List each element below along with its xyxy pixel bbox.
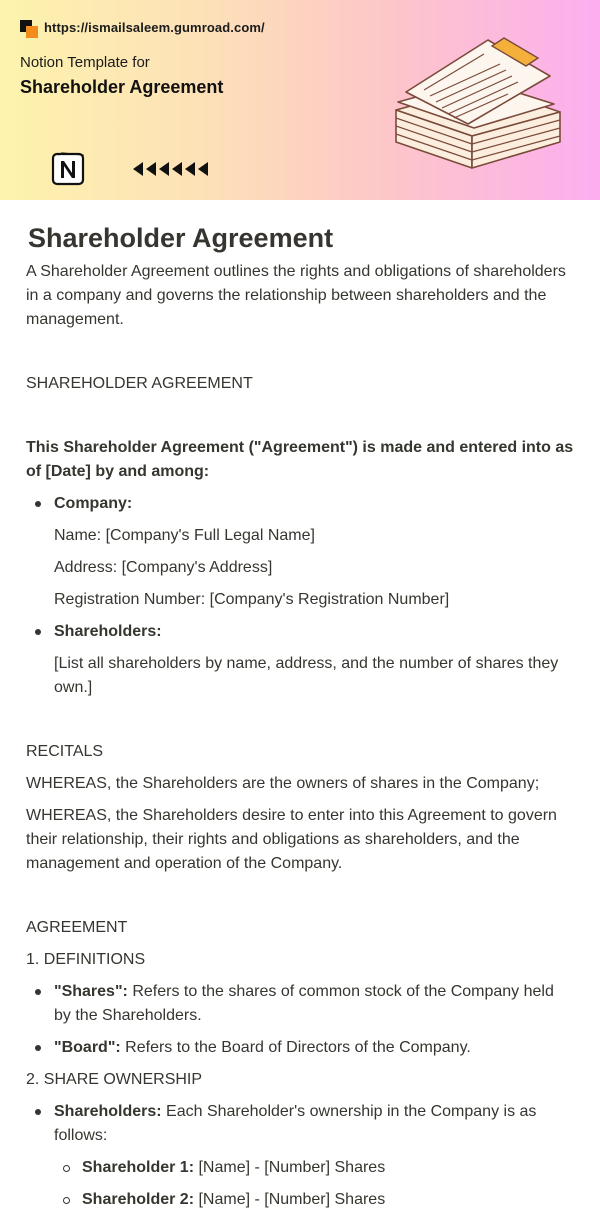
recital-paragraph-1: WHEREAS, the Shareholders are the owners of shares in the Company;: [26, 775, 540, 792]
list-item: [26, 492, 574, 612]
agreement-main-heading: SHAREHOLDER AGREEMENT: [26, 375, 253, 392]
arrows-left-icon: [131, 160, 213, 178]
preamble-paragraph: This Shareholder Agreement ("Agreement") is made and entered into as of [Date] by and among:: [26, 439, 574, 480]
template-for-label: Notion Template for: [20, 54, 150, 71]
ownership-list: [26, 1100, 574, 1212]
shareholder-text: [Name] - [Number] Shares: [194, 1191, 386, 1208]
shareholders-text: [List all shareholders by name, address, and the number of shares they own.]: [54, 655, 559, 696]
definition-text: Refers to the shares of common stock of the Company held by the Shareholders.: [54, 983, 554, 1024]
shareholder-sublist: [54, 1156, 574, 1212]
shareholder-label: Shareholder 2:: [82, 1191, 195, 1208]
list-item: [54, 1188, 574, 1212]
definition-term: "Shares":: [54, 983, 128, 1000]
definition-term: "Board":: [54, 1039, 121, 1056]
page-content: [0, 200, 600, 1212]
list-item: [26, 1036, 574, 1060]
creator-url[interactable]: https://ismailsaleem.gumroad.com/: [44, 20, 265, 35]
parties-list: [26, 492, 574, 700]
page-title: Shareholder Agreement: [28, 223, 334, 253]
shareholder-label: Shareholder 1:: [82, 1159, 195, 1176]
ownership-label: Shareholders:: [54, 1103, 162, 1120]
company-registration: Registration Number: [Company's Registration Number]: [54, 591, 450, 608]
recital-paragraph-2: WHEREAS, the Shareholders desire to enter into this Agreement to govern their relationship, their rights and obligations as shareholders, and the management and operation of the Company.: [26, 807, 557, 872]
ownership-text: Each Shareholder's ownership in the Company is as follows:: [54, 1103, 537, 1144]
list-item: [26, 980, 574, 1028]
company-label: Company:: [54, 495, 133, 512]
shareholders-label: Shareholders:: [54, 623, 162, 640]
gumroad-logo-icon: [20, 20, 38, 38]
notion-logo-icon: [50, 151, 86, 187]
document-stack-icon: [388, 24, 568, 174]
company-address: Address: [Company's Address]: [54, 559, 273, 576]
agreement-heading: AGREEMENT: [26, 919, 128, 936]
definitions-list: [26, 980, 574, 1060]
list-item: [26, 620, 574, 700]
cover-banner: [0, 0, 600, 200]
recitals-heading: RECITALS: [26, 743, 104, 760]
share-ownership-heading: 2. SHARE OWNERSHIP: [26, 1071, 203, 1088]
definitions-heading: 1. DEFINITIONS: [26, 951, 146, 968]
company-name: Name: [Company's Full Legal Name]: [54, 527, 315, 544]
list-item: [54, 1156, 574, 1180]
template-name: Shareholder Agreement: [20, 77, 224, 97]
intro-paragraph: A Shareholder Agreement outlines the rights and obligations of shareholders in a company and governs the relationship between shareholders and the management.: [26, 263, 566, 328]
shareholder-text: [Name] - [Number] Shares: [194, 1159, 386, 1176]
definition-text: Refers to the Board of Directors of the Company.: [120, 1039, 471, 1056]
list-item: [26, 1100, 574, 1212]
